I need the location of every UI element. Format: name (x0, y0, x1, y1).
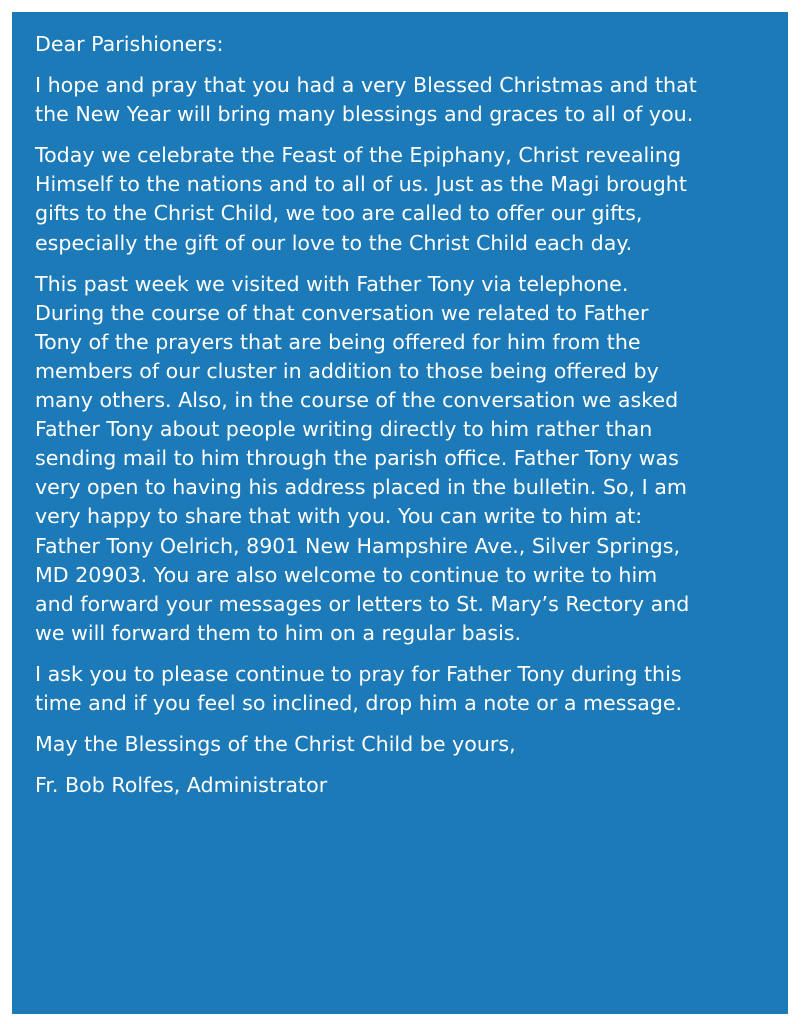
letter-paragraph-prayer-request: I ask you to please continue to pray for Father Tony during this time and if you feel so inclined, drop him a note or a message. (35, 661, 683, 715)
letter-greeting: Dear Parishioners: (35, 32, 224, 56)
letter-paragraph-father-tony: This past week we visited with Father Tony via telephone. During the course of that conversation we related to Father Tony of the prayers that are being offered for him from the members of our cluster in addition to those being offered by many others. Also, in the course of the conversation we asked Father Tony about people writing directly to him rather than sending mail to him through the parish office. Father Tony was very open to having his address placed in the bulletin. So, I am very happy to share that with you. You can write to him at: Father Tony Oelrich, 8901 New Hampshire Ave., Silver Springs, MD 20903. You are also welcome to continue to write to him and forward your messages or letters to St. Mary’s Rectory and we will forward them to him on a regular basis. (35, 271, 690, 645)
letter-paragraph-christmas: I hope and pray that you had a very Blessed Christmas and that the New Year will bring many blessings and graces to all of you. (35, 73, 697, 127)
bulletin-letter-panel (12, 12, 788, 1014)
letter-paragraph-epiphany: Today we celebrate the Feast of the Epiphany, Christ revealing Himself to the nations and to all of us. Just as the Magi brought gifts to the Christ Child, we too are called to offer our gifts, especially the gift of our love to the Christ Child each day. (35, 143, 687, 255)
letter-closing: May the Blessings of the Christ Child be yours, (35, 732, 516, 757)
letter-signature: Fr. Bob Rolfes, Administrator (35, 773, 328, 798)
